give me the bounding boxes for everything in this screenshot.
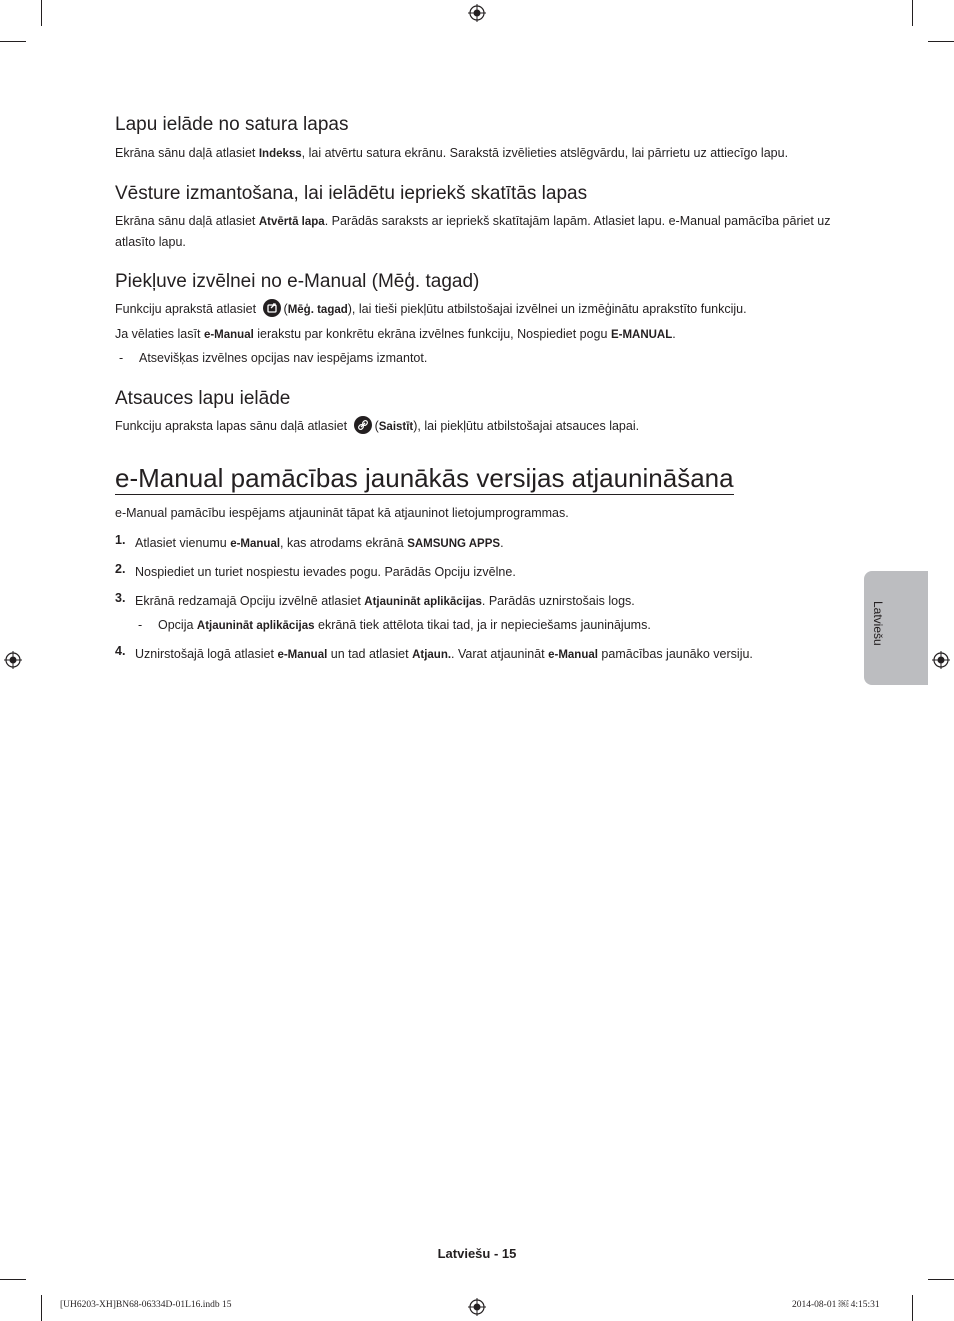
- text-run: pamācības jaunāko versiju.: [597, 647, 753, 661]
- text-run: Uznirstošajā logā atlasiet: [135, 647, 278, 661]
- text-run: . Parādās saraksts ar iepriekš skatītajām lapām. Atlasiet lapu. e-Manual pamācība pāriet uz atlasīto lapu.: [115, 214, 831, 249]
- section-heading: Atsauces lapu ielāde: [115, 388, 291, 409]
- text-run: , lai atvērtu satura ekrānu. Sarakstā izvēlieties atslēgvārdu, lai pārrietu uz attiecīgo lapu.: [301, 146, 789, 160]
- text-run: Ekrānā redzamajā Opciju izvēlnē atlasiet: [135, 594, 365, 608]
- ui-term: Atjaunināt aplikācijas: [364, 596, 482, 608]
- step-text: [135, 533, 855, 554]
- section-text: Funkciju aprakstā atlasiet (Mēģ. tagad), lai tieši piekļūtu atbilstošajai izvēlnei un izmēģinātu aprakstīto funkciju.: [115, 299, 835, 320]
- ui-term: e-Manual: [277, 649, 328, 661]
- text-run: ierakstu par konkrētu ekrāna izvēlnes funkciju, Nospiediet pogu: [253, 327, 611, 341]
- crop-mark: [41, 1295, 42, 1321]
- step-number: 4.: [115, 644, 126, 658]
- note-dash: -: [138, 618, 143, 632]
- step-number: 2.: [115, 562, 126, 576]
- crop-mark: [928, 41, 954, 42]
- ui-term: e-Manual: [230, 538, 281, 550]
- note: [135, 615, 855, 636]
- intro-text: e-Manual pamācību iespējams atjaunināt tāpat kā atjauninot lietojumprogrammas.: [115, 506, 569, 520]
- ui-term: Saistīt: [378, 421, 414, 433]
- note-text: Atsevišķas izvēlnes opcijas nav iespējams izmantot.: [139, 351, 428, 365]
- section-text: [115, 324, 835, 345]
- text-run: ekrānā tiek attēlota tikai tad, ja ir nepieciešams jauninājums.: [314, 618, 651, 632]
- step-number: 3.: [115, 591, 126, 605]
- text-run: . Parādās uznirstošais logs.: [481, 594, 635, 608]
- print-slug-right: 2014-08-01 ￼ 4:15:31: [792, 1300, 880, 1310]
- step-text: [135, 644, 855, 665]
- registration-mark-icon: [4, 651, 22, 669]
- link-icon: [354, 416, 372, 434]
- text-run: un tad atlasiet: [327, 647, 413, 661]
- ui-term: Atjaun.: [412, 649, 452, 661]
- section-heading: Lapu ielāde no satura lapas: [115, 114, 349, 135]
- ui-term: SAMSUNG APPS: [407, 538, 501, 550]
- text-run: Atlasiet vienumu: [135, 536, 231, 550]
- section-text: [115, 143, 835, 164]
- section-heading: Vēsture izmantošana, lai ielādētu iepriekš skatītās lapas: [115, 183, 588, 204]
- note-dash: -: [119, 351, 124, 365]
- ui-term: e-Manual: [203, 329, 254, 341]
- ui-term: Atjaunināt aplikācijas: [196, 620, 315, 632]
- text-run: .: [672, 327, 676, 341]
- section-text: [115, 211, 835, 252]
- try-now-icon: [263, 299, 281, 317]
- language-tab-label: Latviešu: [871, 601, 885, 646]
- page-number: Latviešu - 15: [437, 1246, 517, 1261]
- note: [115, 348, 835, 368]
- crop-mark: [41, 0, 42, 26]
- registration-mark-icon: [932, 651, 950, 669]
- text-run: ), lai tieši piekļūtu atbilstošajai izvēlnei un izmēģinātu aprakstīto funkciju.: [347, 302, 747, 316]
- crop-mark: [912, 1295, 913, 1321]
- step-number: 1.: [115, 533, 126, 547]
- text-run: Funkciju apraksta lapas sānu daļā atlasiet: [115, 419, 348, 433]
- text-run: Nospiediet un turiet nospiestu ievades pogu. Parādās Opciju izvēlne.: [135, 565, 516, 579]
- registration-mark-icon: [468, 4, 486, 22]
- page-title: e-Manual pamācības jaunākās versijas atjaunināšana: [115, 463, 734, 493]
- section-text: Funkciju apraksta lapas sānu daļā atlasiet (Saistīt), lai piekļūtu atbilstošajai atsauces lapai.: [115, 416, 835, 437]
- text-run: ), lai piekļūtu atbilstošajai atsauces lapai.: [413, 419, 640, 433]
- ui-term: Mēģ. tagad: [287, 304, 348, 316]
- text-run: Ekrāna sānu daļā atlasiet: [115, 146, 259, 160]
- text-run: Ekrāna sānu daļā atlasiet: [115, 214, 259, 228]
- crop-mark: [912, 0, 913, 26]
- ui-term: e-Manual: [548, 649, 598, 661]
- text-run: , kas atrodams ekrānā: [280, 536, 408, 550]
- ui-term: Atvērtā lapa: [258, 216, 325, 228]
- ui-term: E-MANUAL: [610, 329, 673, 341]
- crop-mark: [0, 41, 26, 42]
- step-text: [135, 562, 855, 582]
- text-run: Opcija: [158, 618, 197, 632]
- section-heading: Piekļuve izvēlnei no e-Manual (Mēģ. tagad): [115, 271, 480, 292]
- crop-mark: [928, 1279, 954, 1280]
- text-run: Funkciju aprakstā atlasiet: [115, 302, 257, 316]
- print-slug-left: [UH6203-XH]BN68-06334D-01L16.indb 15: [60, 1300, 232, 1310]
- step-text: [135, 591, 855, 612]
- text-run: . Varat atjaunināt: [451, 647, 549, 661]
- text-run: .: [500, 536, 504, 550]
- text-run: Ja vēlaties lasīt: [115, 327, 204, 341]
- ui-term: Indekss: [258, 148, 302, 160]
- registration-mark-icon: [468, 1298, 486, 1316]
- crop-mark: [0, 1279, 26, 1280]
